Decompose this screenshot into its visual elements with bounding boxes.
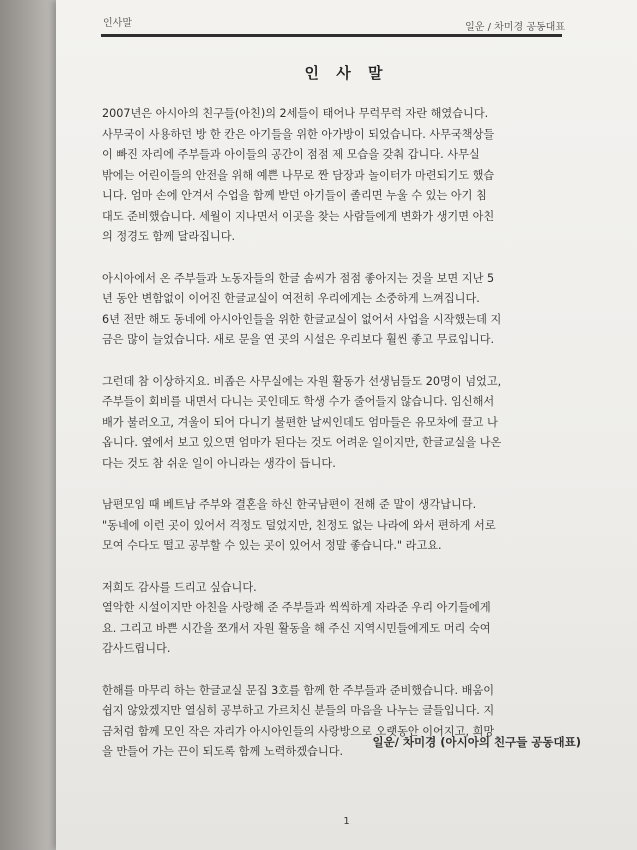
running-header — [103, 14, 565, 34]
paragraph-line: 모여 수다도 떨고 공부할 수 있는 곳이 있어서 정말 좋습니다." 라고요. — [102, 539, 442, 552]
page-title: 인 사 말 — [304, 64, 389, 82]
header-section-label: 인사말 — [103, 18, 132, 29]
paragraph-line: 의 정경도 함께 달라집니다. — [102, 230, 236, 243]
paragraph-line: 주부들이 회비를 내면서 다니는 곳인데도 학생 수가 줄어들지 않습니다. 임신해서 — [102, 395, 495, 408]
paragraph-line: 사무국이 사용하던 방 한 칸은 아기들을 위한 아가방이 되었습니다. 사무국책상들 — [102, 127, 495, 141]
paragraph-line: "동네에 이런 곳이 있어서 걱정도 덜었지만, 친정도 없는 나라에 와서 편하게 서로 — [102, 518, 496, 532]
paragraph-line: 열악한 시설이지만 아친을 사랑해 준 주부들과 씩씩하게 자라준 우리 아기들에게 — [102, 601, 491, 614]
paragraph-line: 다는 것도 참 쉬운 일이 아니라는 생각이 듭니다. — [102, 456, 336, 470]
letter-body — [102, 104, 572, 784]
paragraph-line: 저희도 감사를 드리고 싶습니다. — [102, 580, 257, 594]
paragraph — [102, 495, 572, 557]
paragraph-line: 쉽지 않았겠지만 열심히 공부하고 가르치신 분들의 마음을 나누는 글들입니다. 지 — [102, 704, 495, 717]
paragraph-line: 요. 그리고 바쁜 시간을 쪼개서 자원 활동을 해 주신 지역시민들에게도 머리 숙여 — [102, 621, 491, 635]
header-author-label: 일운 / 차미경 공동대표 — [465, 22, 565, 33]
signature: 일운/ 차미경 (아시아의 친구들 공동대표) — [372, 735, 581, 749]
paragraph-line: 대도 준비했습니다. 세월이 지나면서 이곳을 찾는 사람들에게 변화가 생기면 아친 — [102, 209, 495, 223]
document-page — [56, 0, 637, 850]
paragraph-line: 배가 불러오고, 겨울이 되어 다니기 불편한 날씨인데도 엄마들은 유모차에 끌고 나 — [102, 415, 498, 429]
paragraph-line: 6년 전만 해도 동네에 아시아인들을 위한 한글교실이 없어서 사업을 시작했는데 지 — [102, 312, 502, 326]
paragraph-line: 2007년은 아시아의 친구들(아친)의 2세들이 태어나 무럭무럭 자란 해였습니다. — [102, 107, 489, 120]
book-gutter-shadow — [0, 0, 62, 850]
paragraph-line: 이 빠진 자리에 주부들과 아이들의 공간이 점점 제 모습을 갖춰 갑니다. 사무실 — [102, 148, 480, 161]
paragraph-line: 니다. 엄마 손에 안겨서 수업을 함께 받던 아기들이 졸리면 누울 수 있는 아기 침 — [102, 189, 487, 202]
paragraph — [102, 681, 572, 763]
paragraph-line: 감사드립니다. — [102, 642, 171, 655]
paragraph-line: 금처럼 함께 모인 작은 자리가 아시아인들의 사랑방으로 오랫동안 이어지고, 희망 — [102, 724, 495, 738]
page-number: 1 — [343, 816, 350, 827]
paragraph-line: 금은 많이 늘었습니다. 새로 문을 연 곳의 시설은 우리보다 훨씬 좋고 무료입니다. — [102, 333, 495, 346]
header-rule — [101, 34, 562, 37]
paragraph — [102, 269, 572, 351]
paragraph-line: 아시아에서 온 주부들과 노동자들의 한글 솜씨가 점점 좋아지는 것을 보면 지난 5 — [102, 271, 495, 285]
paragraph-line: 옵니다. 옆에서 보고 있으면 엄마가 된다는 것도 어려운 일이지만, 한글교실을 나온 — [102, 436, 502, 449]
paragraph — [102, 104, 572, 248]
paragraph-line: 남편모임 때 베트남 주부와 결혼을 하신 한국남편이 전해 준 말이 생각납니다. — [102, 498, 477, 511]
paragraph-line: 그런데 참 이상하지요. 비좁은 사무실에는 자원 활동가 선생님들도 20명이 넘었고, — [102, 374, 502, 388]
paragraph — [102, 372, 572, 475]
paragraph-line: 밖에는 어린이들의 안전을 위해 예쁜 나무로 짠 담장과 놀이터가 마련되기도 했습 — [102, 168, 495, 182]
paragraph-line: 한해를 마무리 하는 한글교실 문집 3호를 함께 한 주부들과 준비했습니다. 배움이 — [102, 683, 495, 697]
paragraph — [102, 578, 572, 660]
paragraph-line: 년 동안 변함없이 이어진 한글교실이 여전히 우리에게는 소중하게 느껴집니다. — [102, 292, 480, 305]
paragraph-line: 을 만들어 가는 끈이 되도록 함께 노력하겠습니다. — [102, 745, 344, 758]
